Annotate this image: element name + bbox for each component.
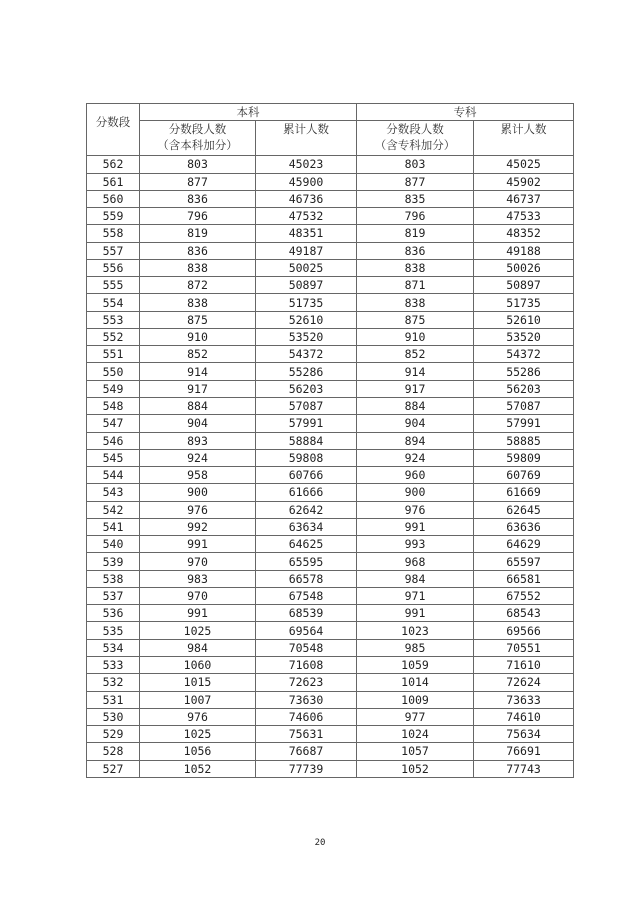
cell-undergrad-cum: 52610: [256, 311, 357, 328]
cell-undergrad-count: 970: [140, 553, 256, 570]
cell-score: 530: [87, 708, 140, 725]
cell-junior-count: 835: [357, 190, 474, 207]
cell-undergrad-count: 1025: [140, 726, 256, 743]
cell-undergrad-count: 910: [140, 328, 256, 345]
cell-undergrad-cum: 75631: [256, 726, 357, 743]
cell-undergrad-cum: 66578: [256, 570, 357, 587]
cell-score: 561: [87, 173, 140, 190]
table-row: [87, 587, 574, 604]
cell-junior-count: 993: [357, 536, 474, 553]
cell-undergrad-cum: 76687: [256, 743, 357, 760]
table-row: [87, 760, 574, 777]
cell-junior-count: 900: [357, 484, 474, 501]
cell-score: 544: [87, 467, 140, 484]
table-row: [87, 328, 574, 345]
cell-undergrad-count: 958: [140, 467, 256, 484]
cell-score: 542: [87, 501, 140, 518]
cell-score: 528: [87, 743, 140, 760]
table-row: [87, 553, 574, 570]
cell-undergrad-cum: 46736: [256, 190, 357, 207]
cell-undergrad-count: 803: [140, 156, 256, 173]
table-row: [87, 674, 574, 691]
cell-score: 536: [87, 605, 140, 622]
cell-junior-cum: 69566: [474, 622, 574, 639]
header-junior-count-note: （含专科加分）: [374, 138, 456, 153]
cell-undergrad-count: 884: [140, 397, 256, 414]
cell-score: 545: [87, 449, 140, 466]
cell-undergrad-count: 904: [140, 415, 256, 432]
cell-undergrad-cum: 67548: [256, 587, 357, 604]
table-row: [87, 242, 574, 259]
table-row: [87, 415, 574, 432]
cell-score: 537: [87, 587, 140, 604]
cell-junior-cum: 52610: [474, 311, 574, 328]
cell-score: 557: [87, 242, 140, 259]
cell-junior-cum: 60769: [474, 467, 574, 484]
cell-undergrad-cum: 70548: [256, 639, 357, 656]
cell-score: 531: [87, 691, 140, 708]
cell-undergrad-count: 796: [140, 208, 256, 225]
cell-score: 552: [87, 328, 140, 345]
cell-undergrad-count: 893: [140, 432, 256, 449]
cell-undergrad-count: 836: [140, 242, 256, 259]
cell-undergrad-cum: 53520: [256, 328, 357, 345]
cell-junior-count: 1057: [357, 743, 474, 760]
cell-undergrad-count: 852: [140, 346, 256, 363]
cell-undergrad-count: 1052: [140, 760, 256, 777]
cell-undergrad-count: 984: [140, 639, 256, 656]
cell-undergrad-cum: 48351: [256, 225, 357, 242]
table-body: [87, 156, 574, 778]
cell-junior-cum: 72624: [474, 674, 574, 691]
cell-junior-count: 1052: [357, 760, 474, 777]
table-row: [87, 208, 574, 225]
cell-junior-cum: 67552: [474, 587, 574, 604]
cell-undergrad-cum: 50025: [256, 259, 357, 276]
cell-junior-count: 904: [357, 415, 474, 432]
cell-undergrad-count: 838: [140, 294, 256, 311]
cell-score: 553: [87, 311, 140, 328]
cell-junior-cum: 53520: [474, 328, 574, 345]
cell-score: 529: [87, 726, 140, 743]
cell-junior-count: 991: [357, 605, 474, 622]
cell-junior-cum: 59809: [474, 449, 574, 466]
header-undergrad-count-note: （含本科加分）: [157, 138, 238, 153]
cell-undergrad-count: 875: [140, 311, 256, 328]
cell-undergrad-cum: 54372: [256, 346, 357, 363]
cell-junior-cum: 57991: [474, 415, 574, 432]
cell-score: 562: [87, 156, 140, 173]
cell-undergrad-cum: 60766: [256, 467, 357, 484]
cell-score: 554: [87, 294, 140, 311]
cell-score: 533: [87, 656, 140, 673]
cell-junior-count: 977: [357, 708, 474, 725]
header-junior-count-label: 分数段人数: [386, 122, 444, 137]
cell-junior-cum: 50026: [474, 259, 574, 276]
cell-undergrad-cum: 73630: [256, 691, 357, 708]
cell-junior-cum: 46737: [474, 190, 574, 207]
cell-undergrad-cum: 49187: [256, 242, 357, 259]
cell-score: 527: [87, 760, 140, 777]
cell-junior-cum: 62645: [474, 501, 574, 518]
cell-undergrad-count: 976: [140, 501, 256, 518]
cell-undergrad-count: 1007: [140, 691, 256, 708]
cell-junior-count: 803: [357, 156, 474, 173]
cell-undergrad-count: 1015: [140, 674, 256, 691]
cell-undergrad-cum: 51735: [256, 294, 357, 311]
table-row: [87, 190, 574, 207]
cell-score: 559: [87, 208, 140, 225]
cell-score: 541: [87, 518, 140, 535]
table-row: [87, 536, 574, 553]
cell-junior-count: 796: [357, 208, 474, 225]
cell-junior-cum: 76691: [474, 743, 574, 760]
cell-undergrad-cum: 68539: [256, 605, 357, 622]
table-row: [87, 467, 574, 484]
table-row: [87, 225, 574, 242]
cell-junior-cum: 73633: [474, 691, 574, 708]
cell-undergrad-cum: 77739: [256, 760, 357, 777]
cell-junior-count: 819: [357, 225, 474, 242]
cell-undergrad-count: 976: [140, 708, 256, 725]
table-row: [87, 311, 574, 328]
header-undergrad: 本科: [140, 104, 357, 121]
cell-undergrad-cum: 55286: [256, 363, 357, 380]
cell-junior-count: 884: [357, 397, 474, 414]
table-row: [87, 743, 574, 760]
cell-junior-count: 1009: [357, 691, 474, 708]
cell-undergrad-count: 1025: [140, 622, 256, 639]
cell-junior-count: 960: [357, 467, 474, 484]
cell-junior-cum: 47533: [474, 208, 574, 225]
cell-junior-cum: 61669: [474, 484, 574, 501]
cell-undergrad-cum: 71608: [256, 656, 357, 673]
cell-junior-cum: 65597: [474, 553, 574, 570]
cell-undergrad-cum: 58884: [256, 432, 357, 449]
table-row: [87, 691, 574, 708]
cell-junior-cum: 75634: [474, 726, 574, 743]
header-junior-cum: 累计人数: [474, 121, 574, 156]
cell-score: 555: [87, 277, 140, 294]
table-row: [87, 708, 574, 725]
page-number: 20: [314, 838, 326, 848]
cell-undergrad-cum: 65595: [256, 553, 357, 570]
cell-undergrad-count: 991: [140, 605, 256, 622]
cell-junior-count: 852: [357, 346, 474, 363]
cell-junior-cum: 49188: [474, 242, 574, 259]
table-row: [87, 294, 574, 311]
cell-junior-count: 924: [357, 449, 474, 466]
cell-undergrad-cum: 50897: [256, 277, 357, 294]
cell-undergrad-count: 1060: [140, 656, 256, 673]
cell-score: 551: [87, 346, 140, 363]
cell-score: 539: [87, 553, 140, 570]
cell-junior-cum: 54372: [474, 346, 574, 363]
cell-undergrad-count: 877: [140, 173, 256, 190]
header-junior: 专科: [357, 104, 574, 121]
cell-undergrad-cum: 69564: [256, 622, 357, 639]
cell-score: 535: [87, 622, 140, 639]
score-distribution-table: [86, 103, 574, 778]
cell-score: 532: [87, 674, 140, 691]
cell-junior-count: 1024: [357, 726, 474, 743]
cell-score: 540: [87, 536, 140, 553]
cell-junior-cum: 64629: [474, 536, 574, 553]
cell-undergrad-count: 900: [140, 484, 256, 501]
cell-undergrad-count: 992: [140, 518, 256, 535]
cell-junior-cum: 77743: [474, 760, 574, 777]
table-row: [87, 449, 574, 466]
table-row: [87, 397, 574, 414]
cell-undergrad-cum: 62642: [256, 501, 357, 518]
cell-junior-cum: 66581: [474, 570, 574, 587]
cell-undergrad-cum: 72623: [256, 674, 357, 691]
table-row: [87, 570, 574, 587]
table-row: [87, 501, 574, 518]
cell-undergrad-cum: 57087: [256, 397, 357, 414]
table-row: [87, 173, 574, 190]
cell-undergrad-cum: 74606: [256, 708, 357, 725]
cell-score: 546: [87, 432, 140, 449]
cell-score: 560: [87, 190, 140, 207]
cell-undergrad-count: 819: [140, 225, 256, 242]
table-row: [87, 484, 574, 501]
table-row: [87, 518, 574, 535]
cell-undergrad-cum: 56203: [256, 380, 357, 397]
cell-undergrad-count: 1056: [140, 743, 256, 760]
cell-junior-cum: 51735: [474, 294, 574, 311]
header-undergrad-count: [140, 121, 256, 156]
cell-junior-count: 838: [357, 259, 474, 276]
header-score: 分数段: [87, 104, 140, 156]
cell-junior-count: 968: [357, 553, 474, 570]
table-row: [87, 622, 574, 639]
cell-junior-cum: 57087: [474, 397, 574, 414]
cell-undergrad-count: 970: [140, 587, 256, 604]
cell-undergrad-count: 914: [140, 363, 256, 380]
cell-undergrad-cum: 45023: [256, 156, 357, 173]
cell-junior-count: 917: [357, 380, 474, 397]
cell-undergrad-cum: 45900: [256, 173, 357, 190]
cell-score: 556: [87, 259, 140, 276]
cell-undergrad-count: 924: [140, 449, 256, 466]
cell-undergrad-cum: 59808: [256, 449, 357, 466]
cell-junior-count: 971: [357, 587, 474, 604]
cell-undergrad-cum: 57991: [256, 415, 357, 432]
cell-junior-count: 877: [357, 173, 474, 190]
cell-junior-cum: 70551: [474, 639, 574, 656]
cell-score: 543: [87, 484, 140, 501]
table-row: [87, 605, 574, 622]
cell-junior-cum: 45902: [474, 173, 574, 190]
header-junior-count: [357, 121, 474, 156]
cell-undergrad-cum: 63634: [256, 518, 357, 535]
header-undergrad-cum: 累计人数: [256, 121, 357, 156]
table-row: [87, 639, 574, 656]
table-row: [87, 277, 574, 294]
cell-junior-cum: 55286: [474, 363, 574, 380]
table-row: [87, 726, 574, 743]
cell-junior-cum: 50897: [474, 277, 574, 294]
cell-score: 534: [87, 639, 140, 656]
cell-junior-count: 914: [357, 363, 474, 380]
cell-undergrad-count: 836: [140, 190, 256, 207]
cell-junior-count: 838: [357, 294, 474, 311]
cell-undergrad-cum: 64625: [256, 536, 357, 553]
table-row: [87, 156, 574, 173]
table-row: [87, 380, 574, 397]
cell-junior-count: 976: [357, 501, 474, 518]
cell-score: 558: [87, 225, 140, 242]
cell-undergrad-cum: 61666: [256, 484, 357, 501]
cell-junior-count: 984: [357, 570, 474, 587]
table-row: [87, 656, 574, 673]
cell-junior-count: 985: [357, 639, 474, 656]
cell-junior-cum: 56203: [474, 380, 574, 397]
cell-junior-cum: 71610: [474, 656, 574, 673]
cell-undergrad-count: 838: [140, 259, 256, 276]
header-undergrad-count-label: 分数段人数: [168, 122, 227, 137]
cell-junior-cum: 45025: [474, 156, 574, 173]
cell-junior-cum: 58885: [474, 432, 574, 449]
cell-junior-count: 871: [357, 277, 474, 294]
cell-junior-cum: 48352: [474, 225, 574, 242]
cell-undergrad-count: 983: [140, 570, 256, 587]
cell-junior-cum: 74610: [474, 708, 574, 725]
cell-undergrad-cum: 47532: [256, 208, 357, 225]
cell-junior-count: 991: [357, 518, 474, 535]
cell-junior-count: 1014: [357, 674, 474, 691]
cell-score: 548: [87, 397, 140, 414]
cell-junior-count: 836: [357, 242, 474, 259]
cell-score: 538: [87, 570, 140, 587]
table-row: [87, 432, 574, 449]
cell-score: 547: [87, 415, 140, 432]
cell-junior-count: 1023: [357, 622, 474, 639]
cell-junior-count: 875: [357, 311, 474, 328]
cell-undergrad-count: 872: [140, 277, 256, 294]
cell-undergrad-count: 991: [140, 536, 256, 553]
cell-score: 549: [87, 380, 140, 397]
cell-junior-count: 910: [357, 328, 474, 345]
cell-junior-count: 1059: [357, 656, 474, 673]
cell-junior-cum: 68543: [474, 605, 574, 622]
cell-undergrad-count: 917: [140, 380, 256, 397]
table-row: [87, 259, 574, 276]
table-row: [87, 363, 574, 380]
cell-junior-cum: 63636: [474, 518, 574, 535]
table-row: [87, 346, 574, 363]
cell-score: 550: [87, 363, 140, 380]
cell-junior-count: 894: [357, 432, 474, 449]
